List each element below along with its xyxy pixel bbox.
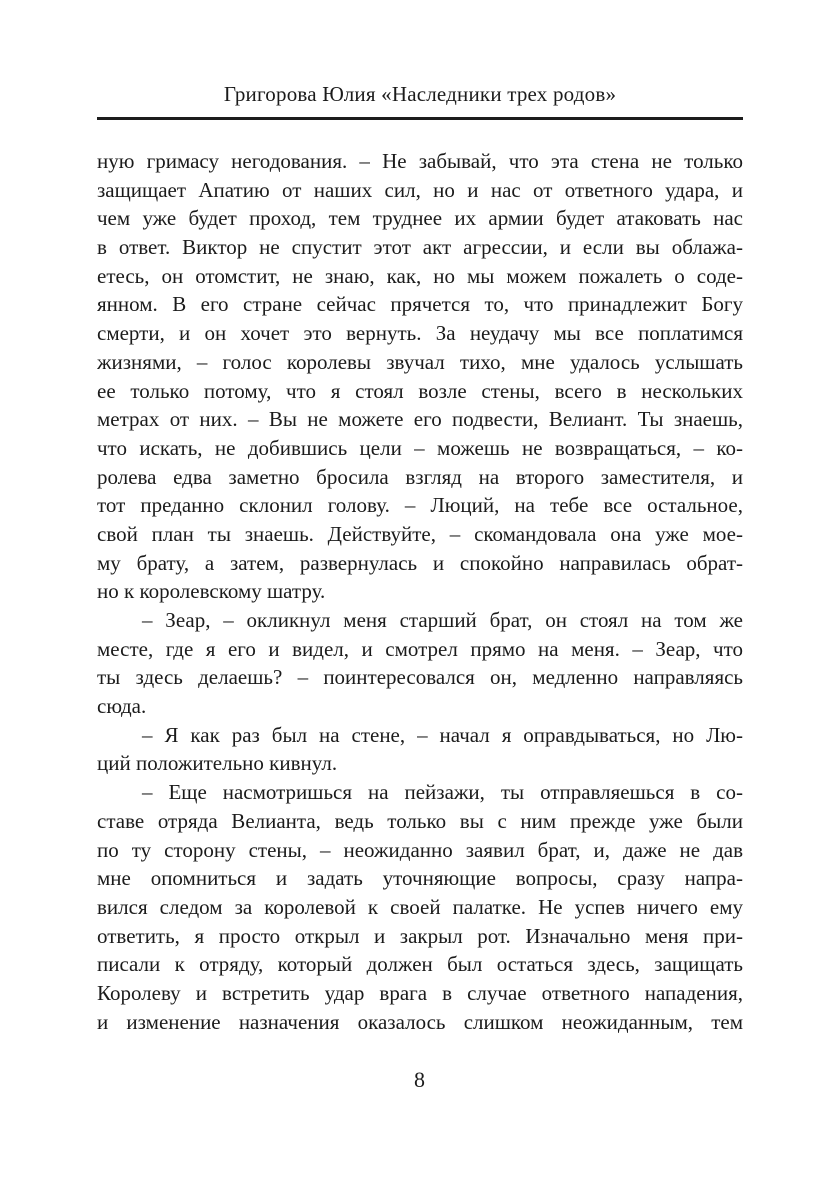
text-line: мне опомниться и задать уточняющие вопросы, сразу напра- [97, 866, 743, 891]
text-line: месте, где я его и видел, и смотрел прямо на меня. – Зеар, что [97, 636, 743, 661]
text-line: янном. В его стране сейчас прячется то, что принадлежит Богу [97, 292, 743, 317]
page-footer [0, 1066, 839, 1094]
text-line: что искать, не добившись цели – можешь не возвращаться, – ко- [97, 435, 743, 460]
text-line: защищает Апатию от наших сил, но и нас от ответного удара, и [97, 177, 743, 202]
text-line: тот преданно склонил голову. – Люций, на тебе все остальное, [97, 493, 743, 518]
running-header [97, 82, 743, 120]
header-title: Григорова Юлия «Наследники трех родов» [223, 82, 617, 106]
header-rule [97, 117, 743, 120]
text-line: метрах от них. – Вы не можете его подвести, Велиант. Ты знаешь, [97, 407, 743, 432]
body-text [97, 147, 743, 1036]
text-line: ее только потому, что я стоял возле стены, всего в нескольких [97, 378, 743, 403]
text-line: смерти, и он хочет это вернуть. За неудачу мы все поплатимся [97, 321, 743, 346]
text-line: свой план ты знаешь. Действуйте, – скомандовала она уже мое- [97, 521, 743, 546]
text-line: вился следом за королевой к своей палатке. Не успев ничего ему [97, 894, 743, 919]
text-line: в ответ. Виктор не спустит этот акт агрессии, и если вы облажа- [97, 235, 743, 260]
text-line: му брату, а затем, развернулась и спокойно направилась обрат- [97, 550, 743, 575]
text-line: писали к отряду, который должен был остаться здесь, защищать [97, 952, 743, 977]
text-line: и изменение назначения оказалось слишком неожиданным, тем [97, 1009, 743, 1034]
text-line: по ту сторону стены, – неожиданно заявил брат, и, даже не дав [97, 837, 743, 862]
text-line: сюда. [97, 694, 147, 719]
text-line: ответить, я просто открыл и закрыл рот. Изначально меня при- [97, 923, 743, 948]
text-line: жизнями, – голос королевы звучал тихо, мне удалось услышать [97, 349, 743, 374]
text-line: ставе отряда Велианта, ведь только вы с ним прежде уже были [97, 808, 743, 833]
text-line: чем уже будет проход, тем труднее их армии будет атаковать нас [97, 206, 743, 231]
text-line: ролева едва заметно бросила взгляд на второго заместителя, и [97, 464, 743, 489]
text-line: – Я как раз был на стене, – начал я оправдываться, но Лю- [142, 722, 743, 747]
text-line: етесь, он отомстит, не знаю, как, но мы можем пожалеть о соде- [97, 263, 743, 288]
text-line: но к королевскому шатру. [97, 579, 326, 604]
text-line: – Еще насмотришься на пейзажи, ты отправляешься в со- [142, 780, 743, 805]
text-line: Королеву и встретить удар врага в случае ответного нападения, [97, 980, 743, 1005]
text-line: ную гримасу негодования. – Не забывай, что эта стена не только [97, 149, 743, 173]
text-line: – Зеар, – окликнул меня старший брат, он стоял на том же [142, 608, 743, 632]
text-line: ций положительно кивнул. [97, 751, 338, 776]
text-line: ты здесь делаешь? – поинтересовался он, медленно направляясь [97, 665, 743, 690]
page-number: 8 [414, 1067, 425, 1092]
